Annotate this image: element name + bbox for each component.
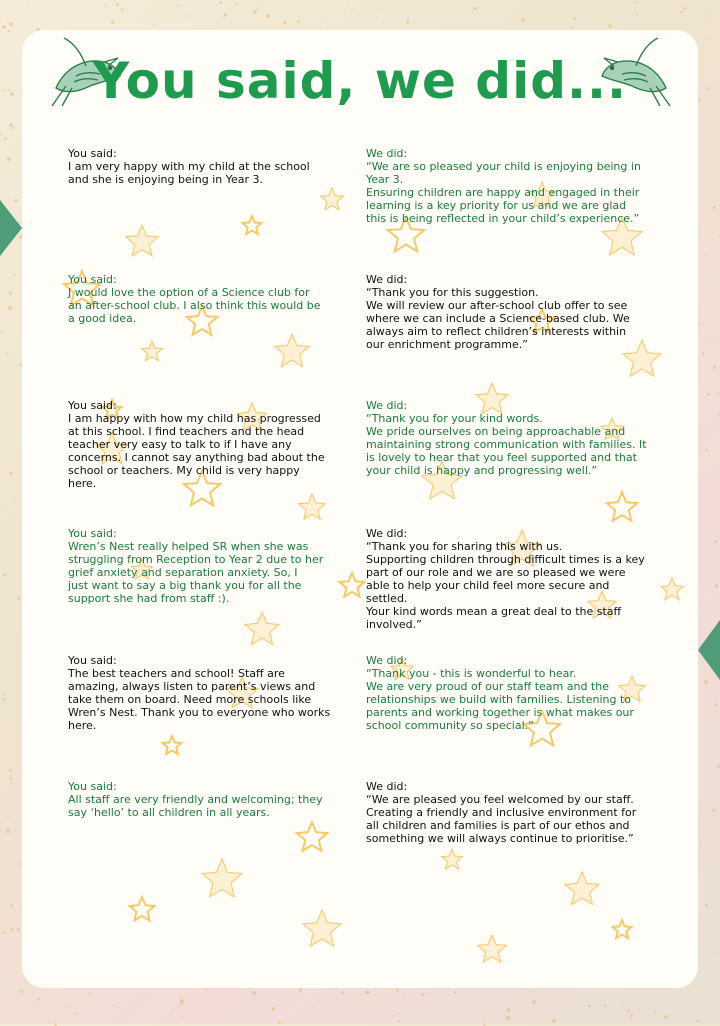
speckle [181,1016,183,1018]
we-did-text: where we can include a Science-based club. We [366,312,652,325]
speckle [6,353,8,355]
speckle [717,765,720,768]
star-icon [202,859,242,897]
speckle [27,2,28,3]
speckle [711,87,712,88]
we-did-text: settled. [366,592,652,605]
speckle [683,7,686,10]
star-icon [661,578,684,600]
speckle [454,991,456,993]
speckle [573,17,576,20]
speckle [9,22,13,26]
speckle [714,703,717,706]
speckle [3,574,5,576]
you-said-heading: You said: [68,273,354,286]
speckle [3,932,6,935]
speckle [17,928,20,931]
speckle [236,3,238,5]
speckle [177,4,179,6]
speckle [20,990,23,993]
we-did-text: learning is a key priority for us and we are glad [366,199,652,212]
we-did-text: maintaining strong communication with families. It [366,438,652,451]
we-did-text: “Thank you for your kind words. [366,412,652,425]
speckle [386,1012,387,1013]
speckle [9,777,12,780]
speckle [664,1015,668,1019]
speckle [689,988,691,990]
speckle [219,1,222,4]
speckle [297,20,300,23]
you-said-text: The best teachers and school! Staff are [68,667,354,680]
speckle [8,89,9,90]
speckle [161,14,162,15]
we-did-text: involved.” [366,618,652,631]
we-did-block [366,527,652,631]
we-did-text: We pride ourselves on being approachable and [366,425,652,438]
speckle [714,540,717,543]
speckle [707,88,709,90]
we-did-text: Ensuring children are happy and engaged in their [366,186,652,199]
you-said-text: say ‘hello’ to all children in all years. [68,806,354,819]
speckle [707,393,710,396]
you-said-heading: You said: [68,399,354,412]
you-said-text: J would love the option of a Science club for [68,286,354,299]
you-said-block [68,273,354,325]
speckle [7,30,9,32]
we-did-text: able to help your child feel more secure and [366,579,652,592]
speckle [9,472,13,476]
star-icon [243,216,262,234]
you-said-heading: You said: [68,654,354,667]
we-did-text: your child is happy and progressing well.” [366,464,652,477]
speckle [712,809,715,812]
speckle [180,999,184,1003]
speckle [18,863,19,864]
speckle [473,7,476,10]
star-icon [297,822,327,851]
speckle [571,27,573,29]
we-did-text: Your kind words mean a great deal to the staff [366,605,652,618]
we-did-heading: We did: [366,399,652,412]
we-did-text: something we will always continue to prioritise.” [366,832,652,845]
you-said-text: take them on board. Need more schools like [68,693,354,706]
speckle [54,1023,57,1026]
speckle [706,254,708,256]
star-icon [478,935,507,962]
you-said-text: at this school. I find teachers and the head [68,425,354,438]
speckle [180,997,181,998]
we-did-heading: We did: [366,147,652,160]
speckle [253,10,257,14]
we-did-heading: We did: [366,780,652,793]
speckle [317,1002,318,1003]
speckle [634,2,635,3]
speckle [223,18,224,19]
speckle [406,21,409,24]
we-did-text: “We are so pleased your child is enjoying being in [366,160,652,173]
speckle [37,998,39,1000]
star-icon [565,872,599,905]
we-did-text: We are very proud of our staff team and the [366,680,652,693]
speckle [421,993,424,996]
we-did-heading: We did: [366,527,652,540]
speckle [121,8,123,10]
you-said-text: I am happy with how my child has progressed [68,412,354,425]
speckle [698,323,700,325]
we-did-text: school community so special.” [366,719,652,732]
we-did-text: “Thank you for this suggestion. [366,286,652,299]
speckle [628,1009,630,1011]
speckle [272,1007,276,1011]
we-did-text: “We are pleased you feel welcomed by our staff. [366,793,652,806]
speckle [505,1016,506,1017]
you-said-block [68,527,354,605]
you-said-text: and she is enjoying being in Year 3. [68,173,354,186]
we-did-block [366,780,652,845]
speckle [622,1004,623,1005]
speckle [11,928,14,931]
star-icon [163,736,182,754]
speckle [9,769,12,772]
we-did-block [366,147,652,225]
speckle [712,553,713,554]
speckle [701,169,702,170]
speckle [7,816,9,818]
speckle [711,342,713,344]
speckle [710,13,712,15]
we-did-text: part of our role and we are so pleased we were [366,566,652,579]
we-did-text: Supporting children through difficult times is a key [366,553,652,566]
speckle [608,24,611,27]
speckle [718,234,720,236]
speckle [9,861,10,862]
speckle [507,1008,510,1011]
speckle [116,3,119,6]
speckle [2,90,4,92]
speckle [14,274,16,276]
you-said-block [68,780,354,819]
speckle [3,698,6,701]
you-said-text: here. [68,477,354,490]
speckle [532,1000,536,1004]
you-said-text: Wren’s Nest really helped SR when she was [68,540,354,553]
we-did-block [366,399,652,477]
you-said-text: concerns. I cannot say anything bad about the [68,451,354,464]
speckle [1,331,3,333]
we-did-text: Year 3. [366,173,652,186]
speckle [654,1010,656,1012]
speckle [396,1012,398,1014]
star-icon [613,920,632,938]
speckle [11,782,13,784]
you-said-text: grief anxiety and separation anxiety. So, I [68,566,354,579]
speckle [283,21,286,24]
speckle [12,127,14,129]
we-did-heading: We did: [366,273,652,286]
speckle [0,133,2,135]
speckle [299,988,302,991]
speckle [680,11,682,13]
speckle [709,36,711,38]
speckle [604,1004,606,1006]
we-did-text: We will review our after-school club offer to see [366,299,652,312]
speckle [2,511,4,513]
speckle [75,1013,77,1015]
speckle [700,846,701,847]
speckle [326,23,327,24]
you-said-text: struggling from Reception to Year 2 due to her [68,553,354,566]
star-icon [126,225,158,256]
speckle [65,1007,67,1009]
speckle [204,988,206,990]
star-icon [142,341,163,361]
speckle [153,24,154,25]
speckle [4,137,7,140]
speckle [0,19,2,21]
you-said-text: a good idea. [68,312,354,325]
speckle [224,13,228,17]
you-said-block [68,399,354,490]
speckle [89,992,91,994]
we-did-text: always aim to reflect children’s interests within [366,325,652,338]
speckle [357,13,359,15]
we-did-text: relationships we build with families. Listening to [366,693,652,706]
we-did-text: “Thank you for sharing this with us. [366,540,652,553]
speckle [630,1014,633,1017]
speckle [10,92,14,96]
speckle [521,18,525,22]
speckle [525,26,526,27]
star-icon [321,188,344,210]
speckle [698,98,701,101]
speckle [637,14,639,16]
you-said-text: support she had from staff :). [68,592,354,605]
we-did-text: Creating a friendly and inclusive environment for [366,806,652,819]
speckle [704,680,708,684]
we-did-text: is lovely to hear that you feel supported and that [366,451,652,464]
we-did-heading: We did: [366,654,652,667]
you-said-text: amazing, always listen to parent’s views and [68,680,354,693]
speckle [705,449,707,451]
speckle [483,1023,487,1026]
speckle [15,503,16,504]
you-said-text: an after-school club. I also think this would be [68,299,354,312]
speckle [705,904,708,907]
speckle [2,25,6,29]
speckle [702,352,704,354]
you-said-text: school or teachers. My child is very happy [68,464,354,477]
we-did-block [366,654,652,732]
we-did-text: parents and working together is what makes our [366,706,652,719]
speckle [185,15,188,18]
speckle [113,1005,115,1007]
left-edge-triangle [0,200,22,256]
speckle [161,1002,162,1003]
speckle [367,991,370,994]
speckle [398,1020,399,1021]
speckle [170,1015,171,1016]
speckle [588,1005,591,1008]
you-said-text: teacher very easy to talk to if I have any [68,438,354,451]
speckle [6,829,9,832]
you-said-text: just want to say a big thank you for all the [68,579,354,592]
you-said-block [68,147,354,186]
speckle [17,597,20,600]
you-said-text: here. [68,719,354,732]
speckle [252,991,256,995]
right-edge-triangle [698,620,720,680]
you-said-heading: You said: [68,527,354,540]
star-icon [275,334,309,367]
we-did-text: our enrichment programme.” [366,338,652,351]
you-said-block [68,654,354,732]
speckle [254,1000,255,1001]
speckle [10,904,13,907]
speckle [348,2,349,3]
we-did-text: “Thank you - this is wonderful to hear. [366,667,652,680]
star-icon [130,897,155,921]
content-card [22,30,698,988]
speckle [704,19,706,21]
speckle [396,989,399,992]
speckle [278,1021,281,1024]
we-did-text: this is being reflected in your child’s experience.” [366,212,652,225]
star-icon [299,494,326,519]
you-said-text: Wren’s Nest. Thank you to everyone who works [68,706,354,719]
speckle [256,7,258,9]
speckle [266,14,270,18]
speckle [2,413,3,414]
speckle [407,18,408,19]
speckle [713,366,716,369]
you-said-heading: You said: [68,780,354,793]
speckle [9,291,12,294]
speckle [351,14,352,15]
you-said-heading: You said: [68,147,354,160]
star-icon [607,492,637,521]
speckle [715,584,719,588]
speckle [404,992,406,994]
speckle [716,953,718,955]
star-icon [303,910,341,946]
speckle [3,693,5,695]
you-said-text: All staff are very friendly and welcoming; they [68,793,354,806]
speckle [713,206,716,209]
speckle [380,9,381,10]
star-icon [442,849,463,869]
you-said-text: I am very happy with my child at the school [68,160,354,173]
we-did-text: all children and families is part of our ethos and [366,819,652,832]
star-icon [245,612,279,645]
speckle [8,306,12,310]
speckle [7,157,10,160]
speckle [696,1020,698,1022]
we-did-block [366,273,652,351]
speckle [104,4,106,6]
speckle [552,1019,556,1023]
speckle [376,17,378,19]
speckle [341,991,343,993]
speckle [506,1016,510,1020]
speckle [195,1009,196,1010]
speckle [111,21,114,24]
page-title: You said, we did... [22,52,698,110]
